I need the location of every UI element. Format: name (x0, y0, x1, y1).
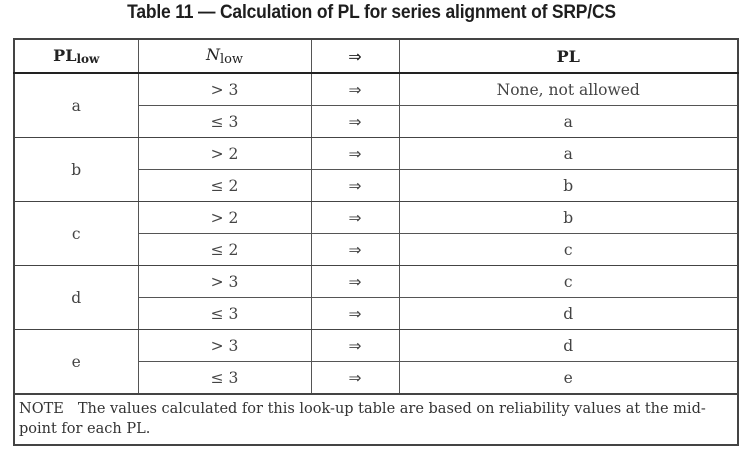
table-note (14, 394, 738, 445)
pl-cell: b (399, 202, 738, 234)
implies-arrow-icon: ⇒ (311, 362, 399, 395)
note-text: The values calculated for this look-up table are based on reliability values at the mid-point for each PL. (19, 401, 706, 437)
pl-cell: b (399, 170, 738, 202)
pl-low-cell: c (14, 202, 138, 266)
table-row (14, 330, 738, 362)
pl-cell: d (399, 330, 738, 362)
n-low-cell: ≤ 2 (138, 170, 311, 202)
table-row (14, 202, 738, 234)
table-row (14, 73, 738, 106)
header-pl-low: $PL_{low}$ (14, 39, 138, 73)
pl-low-cell: a (14, 73, 138, 138)
n-low-cell: > 2 (138, 202, 311, 234)
n-low-cell: ≤ 3 (138, 106, 311, 138)
table-row (14, 138, 738, 170)
pl-low-cell: e (14, 330, 138, 395)
implies-arrow-icon: ⇒ (311, 298, 399, 330)
table-title: Table 11 — Calculation of PL for series alignment of SRP/CS (127, 2, 616, 23)
pl-low-cell: b (14, 138, 138, 202)
n-low-cell: > 3 (138, 330, 311, 362)
implies-arrow-icon: ⇒ (311, 202, 399, 234)
implies-arrow-icon: ⇒ (311, 73, 399, 106)
implies-arrow-icon: ⇒ (311, 170, 399, 202)
pl-calculation-table (13, 38, 739, 446)
pl-cell: e (399, 362, 738, 395)
note-label: NOTE (19, 401, 64, 417)
n-low-cell: ≤ 3 (138, 298, 311, 330)
implies-arrow-icon: ⇒ (311, 330, 399, 362)
pl-cell: c (399, 266, 738, 298)
header-n-low: $N_{low}$ (138, 39, 311, 73)
pl-low-cell: d (14, 266, 138, 330)
header-row (14, 39, 738, 73)
implies-arrow-icon: ⇒ (311, 234, 399, 266)
pl-cell: None, not allowed (399, 73, 738, 106)
table-row (14, 266, 738, 298)
pl-cell: a (399, 106, 738, 138)
pl-cell: a (399, 138, 738, 170)
implies-arrow-icon: ⇒ (311, 138, 399, 170)
n-low-cell: ≤ 3 (138, 362, 311, 395)
implies-arrow-icon: ⇒ (311, 106, 399, 138)
n-low-cell: ≤ 2 (138, 234, 311, 266)
pl-cell: c (399, 234, 738, 266)
n-low-cell: > 2 (138, 138, 311, 170)
n-low-cell: > 3 (138, 266, 311, 298)
pl-cell: d (399, 298, 738, 330)
implies-arrow-icon: ⇒ (311, 266, 399, 298)
n-low-cell: > 3 (138, 73, 311, 106)
header-implies-arrow: ⇒ (311, 39, 399, 73)
note-row (14, 394, 738, 445)
header-pl: PL (399, 39, 738, 73)
